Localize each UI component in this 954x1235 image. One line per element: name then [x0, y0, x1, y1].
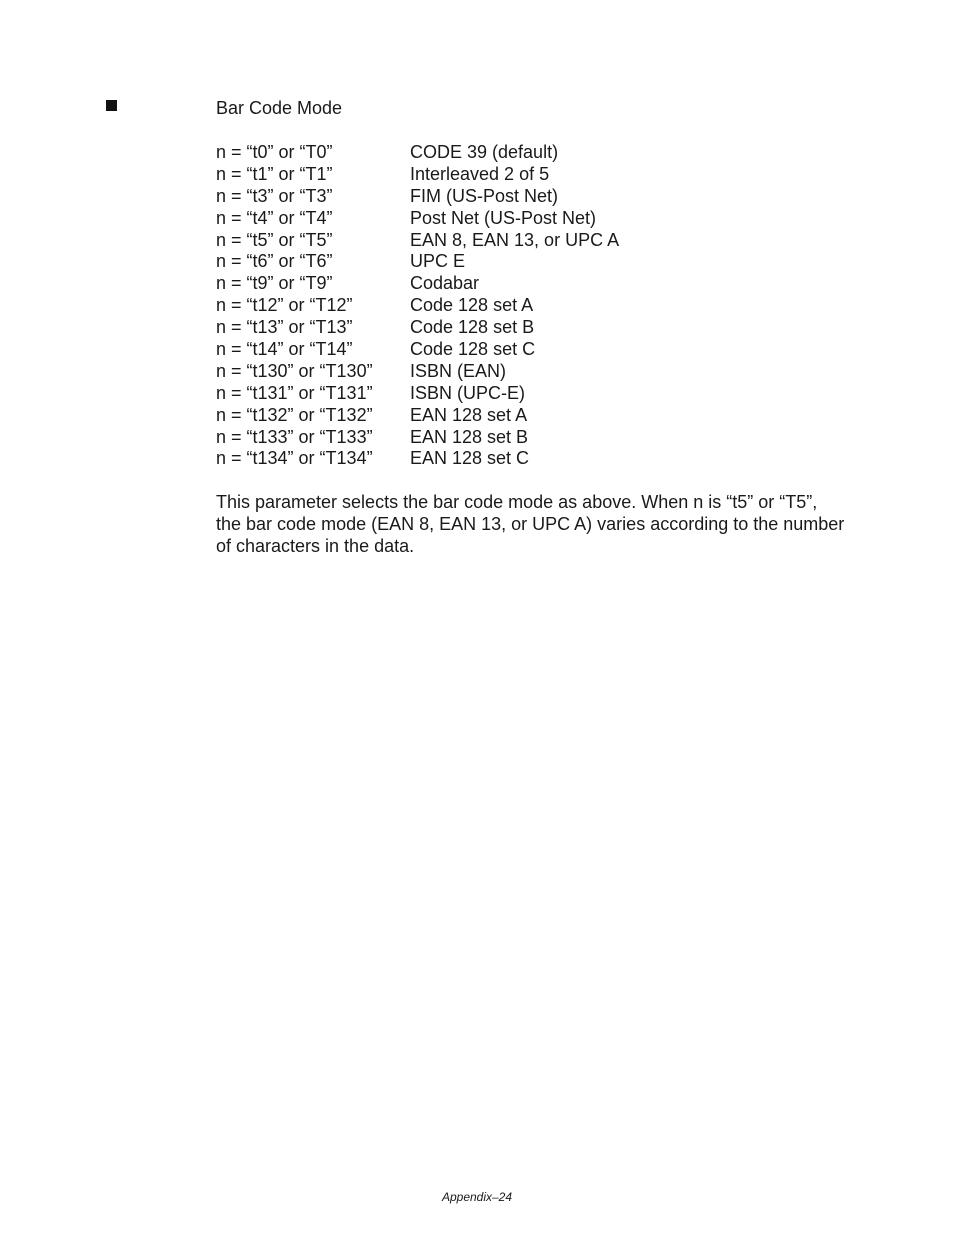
mode-description: ISBN (UPC-E)	[410, 382, 526, 403]
mode-description: Post Net (US-Post Net)	[410, 207, 597, 228]
mode-parameter: n = “t130” or “T130”	[216, 360, 373, 381]
mode-description: CODE 39 (default)	[410, 142, 559, 162]
mode-row	[216, 163, 619, 185]
mode-description: Code 128 set B	[410, 317, 535, 338]
bar-code-mode-table	[216, 141, 619, 469]
mode-parameter: n = “t132” or “T132”	[216, 404, 373, 425]
mode-parameter: n = “t13” or “T13”	[216, 317, 353, 338]
description-paragraph: This parameter selects the bar code mode as above. When n is “t5” or “T5”, the bar code mode (EAN 8, EAN 13, or UPC A) varies according to the number of characters in the data.	[216, 492, 845, 556]
mode-row	[216, 360, 619, 382]
mode-parameter: n = “t1” or “T1”	[216, 163, 333, 184]
mode-row	[216, 272, 619, 294]
mode-row	[216, 207, 619, 229]
mode-description: Codabar	[410, 273, 480, 294]
mode-row	[216, 447, 619, 469]
mode-row	[216, 338, 619, 360]
mode-row	[216, 229, 619, 251]
section-heading: Bar Code Mode	[216, 98, 343, 118]
mode-row	[216, 250, 619, 272]
mode-parameter: n = “t3” or “T3”	[216, 185, 333, 206]
mode-description: FIM (US-Post Net)	[410, 185, 559, 206]
mode-parameter: n = “t0” or “T0”	[216, 142, 333, 162]
mode-row	[216, 382, 619, 404]
mode-description: Interleaved 2 of 5	[410, 163, 550, 184]
mode-description: UPC E	[410, 251, 466, 272]
mode-parameter: n = “t6” or “T6”	[216, 251, 333, 272]
square-bullet-icon	[106, 100, 117, 111]
mode-description: Code 128 set C	[410, 339, 536, 360]
mode-parameter: n = “t133” or “T133”	[216, 426, 373, 447]
mode-parameter: n = “t5” or “T5”	[216, 229, 333, 250]
mode-row	[216, 141, 619, 163]
mode-parameter: n = “t14” or “T14”	[216, 339, 353, 360]
mode-description: EAN 128 set A	[410, 404, 528, 425]
mode-row	[216, 185, 619, 207]
mode-description: EAN 128 set C	[410, 448, 530, 469]
page-footer: Appendix–24	[441, 1190, 513, 1204]
mode-row	[216, 316, 619, 338]
mode-parameter: n = “t134” or “T134”	[216, 448, 373, 469]
mode-row	[216, 404, 619, 426]
mode-parameter: n = “t131” or “T131”	[216, 382, 373, 403]
mode-row	[216, 426, 619, 448]
mode-description: Code 128 set A	[410, 295, 534, 316]
mode-description: EAN 128 set B	[410, 426, 529, 447]
mode-parameter: n = “t12” or “T12”	[216, 295, 353, 316]
mode-parameter: n = “t9” or “T9”	[216, 273, 333, 294]
mode-row	[216, 294, 619, 316]
mode-description: ISBN (EAN)	[410, 360, 507, 381]
mode-parameter: n = “t4” or “T4”	[216, 207, 333, 228]
mode-description: EAN 8, EAN 13, or UPC A	[410, 229, 620, 250]
